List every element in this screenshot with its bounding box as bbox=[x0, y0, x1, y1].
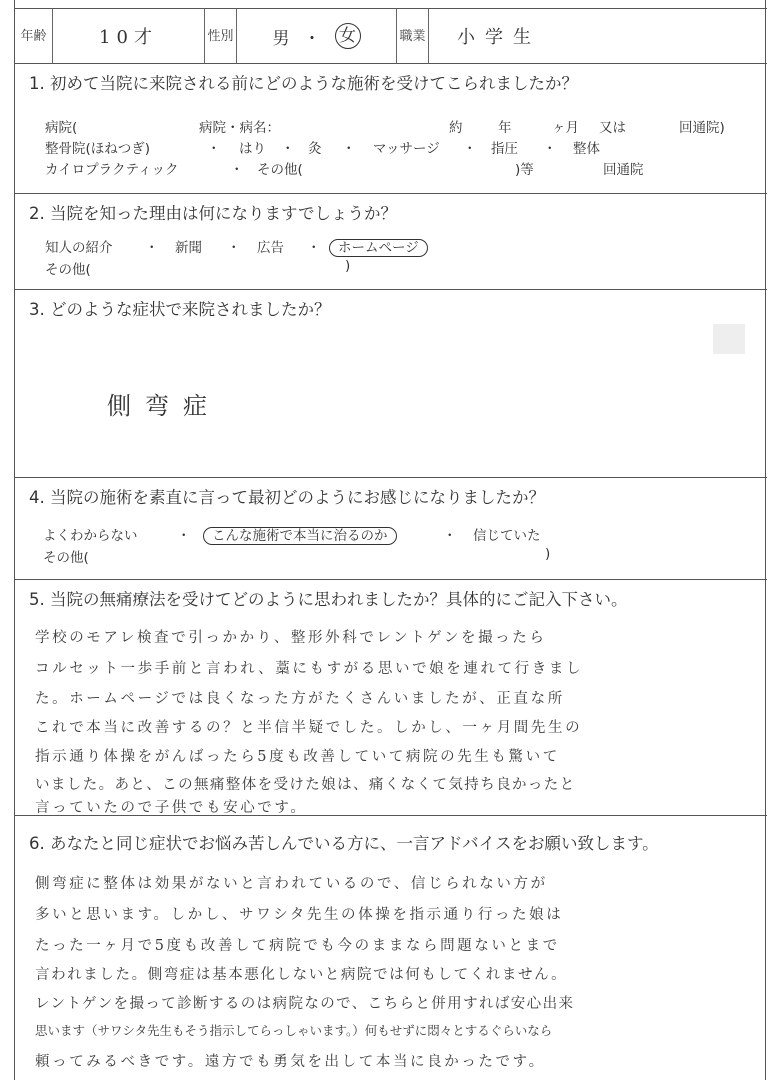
q5-answer-line: た。ホームページでは良くなった方がたくさんいましたが、正直な所 bbox=[35, 691, 565, 707]
q2-dot: ・ bbox=[145, 240, 159, 256]
q1-other-open: その他( bbox=[257, 162, 303, 178]
q5-answer-line: 指示通り体操をがんばったら5度も改善していて病院の先生も驚いて bbox=[35, 749, 560, 765]
q1-seikotsuin: 整骨院(ほねつぎ) bbox=[45, 141, 151, 157]
q2-dot: ・ bbox=[227, 240, 241, 256]
q6-answer-line: レントゲンを撮って診断するのは病院なので、こちらと併用すれば安心出来 bbox=[35, 996, 575, 1012]
q1-dot: ・ bbox=[342, 141, 356, 157]
sex-separator: ・ bbox=[303, 28, 321, 49]
question-2-text: 2. 当院を知った理由は何になりますでしょうか？ bbox=[29, 204, 397, 223]
profile-header-row bbox=[15, 8, 767, 64]
q1-other-visits: 回通院 bbox=[603, 162, 644, 178]
question-1-section bbox=[15, 64, 767, 194]
q2-other-close: ) bbox=[345, 258, 351, 274]
q1-or-label: 又は bbox=[599, 120, 626, 136]
sex-male-option: 男 bbox=[272, 28, 290, 49]
question-1-text: 1. 初めて当院に来院される前にどのような施術を受けてこられましたか？ bbox=[29, 74, 578, 93]
q2-dot: ・ bbox=[307, 240, 321, 256]
q1-hospital-name-label: 病院・病名： bbox=[199, 120, 280, 136]
question-5-section bbox=[15, 580, 767, 816]
question-6-section bbox=[15, 816, 767, 1080]
q2-advertisement: 広告 bbox=[257, 240, 284, 256]
q1-shiatsu: 指圧 bbox=[491, 141, 518, 157]
q5-answer-line: いました。あと、この無痛整体を受けた娘は、痛くなくて気持ち良かったと bbox=[35, 777, 576, 793]
q2-other-open: その他( bbox=[45, 262, 91, 278]
q1-moxibustion: 灸 bbox=[308, 141, 322, 157]
q6-answer-line: 頼ってみるべきです。遠方でも勇気を出して本当に良かったです。 bbox=[35, 1054, 546, 1070]
question-5-text: 5. 当院の無痛療法を受けてどのように思われましたか？具体的にご記入下さい。 bbox=[29, 590, 628, 609]
q6-answer-line: 多いと思います。しかし、サワシタ先生の体操を指示通り行った娘は bbox=[35, 907, 564, 923]
q1-hospital-open: 病院( bbox=[45, 120, 78, 136]
q1-year-label: 年 bbox=[498, 120, 512, 136]
question-6-text: 6. あなたと同じ症状でお悩み苦しんでいる方に、一言アドバイスをお願い致します。 bbox=[29, 834, 659, 853]
q1-dot: ・ bbox=[281, 141, 295, 157]
question-4-text: 4. 当院の施術を素直に言って最初どのようにお感じになりましたか？ bbox=[29, 488, 545, 507]
q2-homepage-label: ホームページ bbox=[329, 239, 428, 257]
q4-other-open: その他( bbox=[43, 550, 89, 566]
question-3-text: 3. どのような症状で来院されましたか？ bbox=[29, 300, 331, 319]
question-2-section bbox=[15, 194, 767, 290]
q5-answer-line: コルセット一歩手前と言われ、藁にもすがる思いで娘を連れて行きまし bbox=[35, 661, 584, 677]
q4-dot: ・ bbox=[177, 528, 191, 544]
q2-homepage-circled bbox=[337, 236, 428, 256]
q6-answer-line: 言われました。側弯症は基本悪化しないと病院では何もしてくれません。 bbox=[35, 967, 568, 983]
scan-smudge bbox=[713, 324, 745, 354]
q6-answer-line: たった一ヶ月で5度も改善して病院でも今のままなら問題ないとまで bbox=[35, 938, 560, 954]
q1-dot: ・ bbox=[207, 141, 221, 157]
job-value: 小学生 bbox=[457, 27, 541, 48]
q4-doubtful-circled bbox=[211, 524, 397, 544]
questionnaire-sheet bbox=[14, 0, 766, 1080]
sex-female-option-circled: 女 bbox=[335, 23, 361, 49]
q1-chiropractic: カイロプラクティック bbox=[45, 162, 179, 178]
q1-dot: ・ bbox=[543, 141, 557, 157]
q5-answer-line: 言っていたので子供でも安心です。 bbox=[35, 800, 308, 816]
q4-dot: ・ bbox=[443, 528, 457, 544]
q1-dot: ・ bbox=[230, 162, 244, 178]
q4-believed: 信じていた bbox=[473, 528, 541, 544]
q1-visits-close: 回通院) bbox=[679, 120, 725, 136]
q4-other-close: ) bbox=[545, 546, 551, 562]
q3-handwritten-answer: 側弯症 bbox=[107, 392, 221, 420]
q1-acupuncture: はり bbox=[239, 141, 266, 157]
q6-answer-line: 側弯症に整体は効果がないと言われているので、信じられない方が bbox=[35, 876, 548, 892]
sex-value bbox=[237, 9, 397, 63]
q1-dot: ・ bbox=[463, 141, 477, 157]
question-3-section bbox=[15, 290, 767, 478]
age-value: 10才 bbox=[53, 9, 205, 63]
q1-about-label: 約 bbox=[449, 120, 463, 136]
q5-answer-line: 学校のモアレ検査で引っかかり、整形外科でレントゲンを撮ったら bbox=[35, 630, 547, 646]
age-label: 年齢 bbox=[15, 9, 53, 63]
q1-massage: マッサージ bbox=[373, 141, 440, 157]
question-4-section bbox=[15, 478, 767, 580]
q6-answer-line: 思います（サワシタ先生もそう指示してらっしゃいます。）何もせずに悶々とするぐらいなら bbox=[35, 1023, 553, 1038]
q4-doubtful-label: こんな施術で本当に治るのか bbox=[203, 527, 397, 545]
q1-other-close: )等 bbox=[515, 162, 534, 178]
q2-referral: 知人の紹介 bbox=[45, 240, 113, 256]
job-label: 職業 bbox=[397, 9, 429, 63]
q1-month-label: ヶ月 bbox=[552, 120, 579, 136]
q2-newspaper: 新聞 bbox=[175, 240, 202, 256]
sex-label: 性別 bbox=[205, 9, 237, 63]
q5-answer-line: これで本当に改善するの？と半信半疑でした。しかし、一ヶ月間先生の bbox=[35, 720, 583, 736]
q1-seitai: 整体 bbox=[573, 141, 600, 157]
q4-not-sure: よくわからない bbox=[43, 528, 138, 544]
